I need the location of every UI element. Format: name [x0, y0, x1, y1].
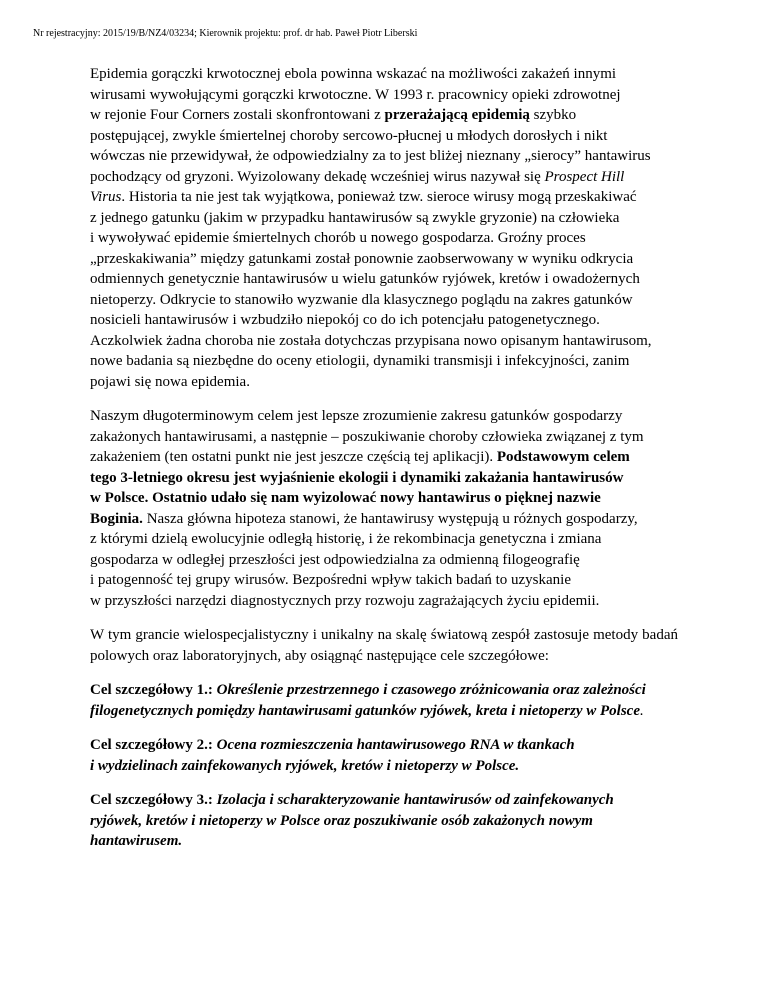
goal-1: Cel szczegółowy 1.: Określenie przestrzennego i czasowego zróżnicowania oraz zależności filogenetycznych pomiędzy hantawirusami gatunków ryjówek, kreta i nietoperzy w Polsce. — [90, 682, 646, 719]
page-header: Nr rejestracyjny: 2015/19/B/NZ4/03234; Kierownik projektu: prof. dr hab. Paweł Piotr Liberski — [33, 28, 418, 39]
goal-2: Cel szczegółowy 2.: Ocena rozmieszczenia hantawirusowego RNA w tkankach i wydzielinach zainfekowanych ryjówek, kretów i nietoperzy w Polsce. — [90, 737, 575, 774]
emphasis-epidemic: przerażającą epidemią — [384, 107, 530, 123]
goal-3: Cel szczegółowy 3.: Izolacja i scharakteryzowanie hantawirusów od zainfekowanych ryjówek, kretów i nietoperzy w Polsce oraz poszukiwanie osób zakażonych nowym hantawirusem. — [90, 792, 614, 849]
virus-name: Prospect Hill — [544, 168, 625, 185]
paragraph-intro: Epidemia gorączki krwotocznej ebola powinna wskazać na możliwości zakażeń innymi wirusami wywołującymi gorączki krwotoczne. W 1993 r. pracownicy opieki zdrowotnej w rejonie Four Corners zostali skonfrontowani z przerażającą epidemią szybko postępującej, zwykle śmiertelnej choroby sercowo-płucnej u młodych dorosłych i nikt wówczas nie przewidywał, że odpowiedzialny za to jest bliżej nieznany „sierocy” hantawirus pochodzący od gryzoni. Wyizolowany dekadę wcześniej wirus nazywał się Prospect Hill Virus. Historia ta nie jest tak wyjątkowa, ponieważ tzw. sieroce wirusy mogą przeskakiwać z jednego gatunku (jakim w przypadku hantawirusów są zwykle gryzonie) na człowieka i wywoływać epidemie śmiertelnych chorób u nowego gospodarza. Groźny proces „przeskakiwania” między gatunkami został ponownie zaobserwowany w wyniku odkrycia odmiennych genetycznie hantawirusów u wielu gatunków ryjówek, kretów i owadożernych nietoperzy. Odkrycie to stanowiło wyzwanie dla klasycznego poglądu na zakres gatunków nosicieli hantawirusów i wzbudziło niepokój co do ich potencjału patogenetycznego. Aczkolwiek żadna choroba nie została dotychczas przypisana nowo opisanym hantawirusom, nowe badania są niezbędne do oceny etiologii, dynamiki transmisji i infekcyjności, zanim pojawi się nowa epidemia. — [90, 66, 652, 390]
virus-name-cont: Virus — [90, 189, 122, 205]
document-body — [90, 64, 678, 866]
paragraph-goals: Naszym długoterminowym celem jest lepsze zrozumienie zakresu gatunków gospodarzy zakażonych hantawirusami, a następnie – poszukiwanie choroby człowieka związanej z tym zakażeniem (ten ostatni punkt nie jest jeszcze częścią tej aplikacji). Podstawowym celem tego 3-letniego okresu jest wyjaśnienie ekologii i dynamiki zakażania hantawirusów w Polsce. Ostatnio udało się nam wyizolować nowy hantawirus o pięknej nazwie Boginia. Nasza główna hipoteza stanowi, że hantawirusy występują u różnych gospodarzy, z którymi dzielą ewolucyjnie odległą historię, i że rekombinacja genetyczna i zmiana gospodarza w odległej przeszłości jest odpowiedzialna za odmienną filogeografię i patogenność tej grupy wirusów. Bezpośredni wpływ takich badań to uzyskanie w przyszłości narzędzi diagnostycznych przy rozwoju zagrażających życiu epidemii. — [90, 408, 644, 609]
paragraph-methods: W tym grancie wielospecjalistyczny i unikalny na skalę światową zespół zastosuje metody badań polowych oraz laboratoryjnych, aby osiągnąć następujące cele szczegółowe: — [90, 627, 678, 664]
